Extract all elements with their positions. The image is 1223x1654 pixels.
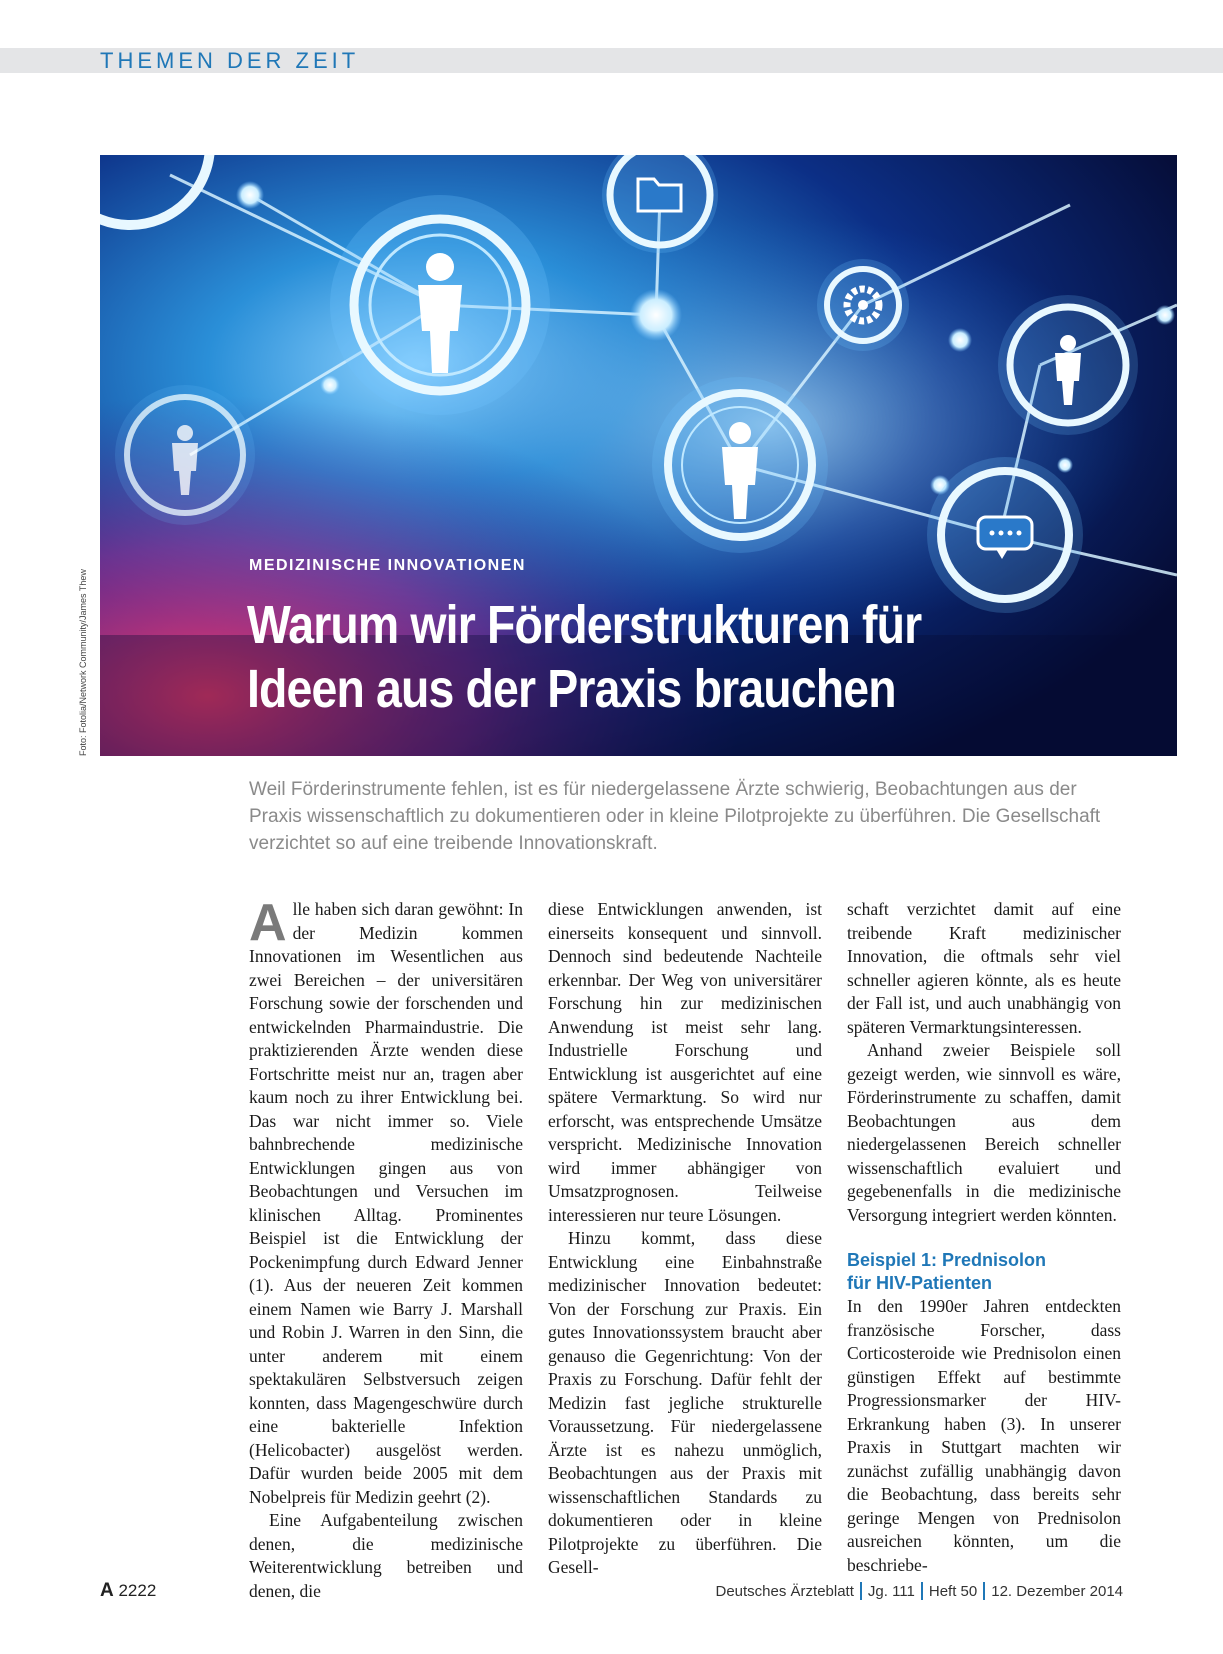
- body-paragraph: Anhand zweier Beispiele soll gezeigt werden, wie sinnvoll es wäre, Förderinstrumente zu schaffen, damit Beobachtungen aus dem niedergelassenen Bereich schneller wissenschaftlich evaluiert und gegebenenfalls in die medizinische Versorgung integriert werden könnten.: [847, 1040, 1121, 1225]
- body-paragraph: schaft verzichtet damit auf eine treibende Kraft medizinischer Innovation, die oftmals sehr viel schneller agieren könnte, als es heute der Fall ist, und auch unabhängig von späteren Vermarktungsinteressen.: [847, 899, 1121, 1037]
- body-column-2: [548, 898, 822, 1580]
- body-column-1: [249, 894, 523, 1603]
- journal-date: 12. Dezember 2014: [991, 1582, 1123, 1600]
- article-headline: [247, 593, 921, 721]
- hero-image: [100, 155, 1177, 756]
- drop-cap: A: [249, 894, 287, 952]
- body-paragraph: Hinzu kommt, dass diese Entwicklung eine Einbahnstraße medizinischer Innovation bedeutet: Von der Forschung zur Praxis. Ein gutes Innovationssystem braucht aber genauso die Gegenrichtung: Von der Praxis zu Forschung. Dafür fehlt der Medizin fast jegliche strukturelle Voraussetzung. Für niedergelassene Ärzte ist es nahezu unmöglich, Beobachtungen aus der Praxis mit wissenschaftlichen Standards zu dokumentieren oder in kleine Pilotprojekte zu überführen. Die Gesell-: [548, 1228, 822, 1577]
- person-icon: [330, 195, 550, 415]
- journal-issue: Heft 50: [928, 1582, 978, 1600]
- photo-credit: Foto: Fotolia/Network Community/James Thew: [78, 569, 88, 756]
- section-subhead: [847, 1249, 1121, 1295]
- page-number-value: 2222: [118, 1581, 157, 1600]
- journal-volume: Jg. 111: [867, 1582, 915, 1600]
- page-number: [100, 1580, 156, 1602]
- journal-name: Deutsches Ärzteblatt: [715, 1582, 854, 1600]
- divider: [860, 1582, 862, 1600]
- body-paragraph: In den 1990er Jahren entdeckten französische Forscher, dass Corticosteroide wie Prednisolon einen günstigen Effekt auf bestimmte Progressionsmarker der HIV-Erkrankung haben (3). In unserer Praxis in Stuttgart machten wir zunächst zufällig unabhängig davon die Beobachtung, dass bereits sehr geringe Mengen von Prednisolon ausreichen könnten, um die beschriebe-: [847, 1296, 1121, 1575]
- divider: [921, 1582, 923, 1600]
- paragraph-text: lle haben sich daran gewöhnt: In der Medizin kommen Innovationen im Wesentlichen aus zwei Bereichen – der universitären Forschung sowie der forschenden und entwickelnden Pharmaindustrie. Die praktizierenden Ärzte wenden diese Fortschritte meist nur an, tragen aber kaum noch zu ihrer Entwicklung bei. Das war nicht immer so. Viele bahnbrechende medizinische Entwicklungen gingen aus von Beobachtungen und Versuchen im klinischen Alltag. Prominentes Beispiel ist die Entwicklung der Pockenimpfung durch Edward Jenner (1). Aus der neueren Zeit kommen einem Namen wie Barry J. Marshall und Robin J. Warren in den Sinn, die unter anderem mit einem spektakulären Selbstversuch zeigen konnten, dass Magengeschwüre durch eine bakterielle Infektion (Helicobacter) ausgelöst werden. Dafür wurden beide 2005 mit dem Nobelpreis für Medizin geehrt (2).: [249, 899, 523, 1507]
- chat-icon: [927, 457, 1083, 613]
- body-paragraph: [249, 894, 523, 1509]
- person-icon: [115, 385, 255, 525]
- article-kicker: MEDIZINISCHE INNOVATIONEN: [249, 557, 526, 574]
- section-label: THEMEN DER ZEIT: [100, 48, 360, 73]
- subhead-line-1: Beispiel 1: Prednisolon: [847, 1250, 1047, 1270]
- divider: [983, 1582, 985, 1600]
- article-lead: Weil Förderinstrumente fehlen, ist es für niedergelassene Ärzte schwierig, Beobachtungen aus der Praxis wissenschaftlich zu dokumentieren oder in kleine Pilotprojekte zu überführen. Die Gesellschaft verzichtet so auf eine treibende Innovationskraft.: [249, 779, 1101, 854]
- body-column-3: [847, 898, 1121, 1577]
- headline-line-1: Warum wir Förderstrukturen für: [247, 595, 922, 655]
- journal-info: [715, 1582, 1123, 1600]
- gear-icon: [817, 259, 909, 351]
- body-paragraph: diese Entwicklungen anwenden, ist einerseits konsequent und sinnvoll. Dennoch sind bedeutende Nachteile erkennbar. Der Weg von universitärer Forschung hin zur medizinischen Anwendung ist meist sehr lang. Industrielle Forschung und Entwicklung ist ausgerichtet auf eine spätere Vermarktung. So wird nur erforscht, was entsprechende Umsätze verspricht. Medizinische Innovation wird immer abhängiger von Umsatzprognosen. Teilweise interessieren nur teure Lösungen.: [548, 899, 822, 1225]
- headline-line-2: Ideen aus der Praxis brauchen: [247, 659, 896, 719]
- person-icon: [998, 295, 1138, 435]
- person-icon: [652, 377, 828, 553]
- page-prefix: A: [100, 1580, 114, 1601]
- subhead-line-2: für HIV-Patienten: [847, 1273, 993, 1293]
- body-paragraph: Eine Aufgabenteilung zwischen denen, die medizinische Weiterentwicklung betreiben und denen, die: [249, 1510, 523, 1601]
